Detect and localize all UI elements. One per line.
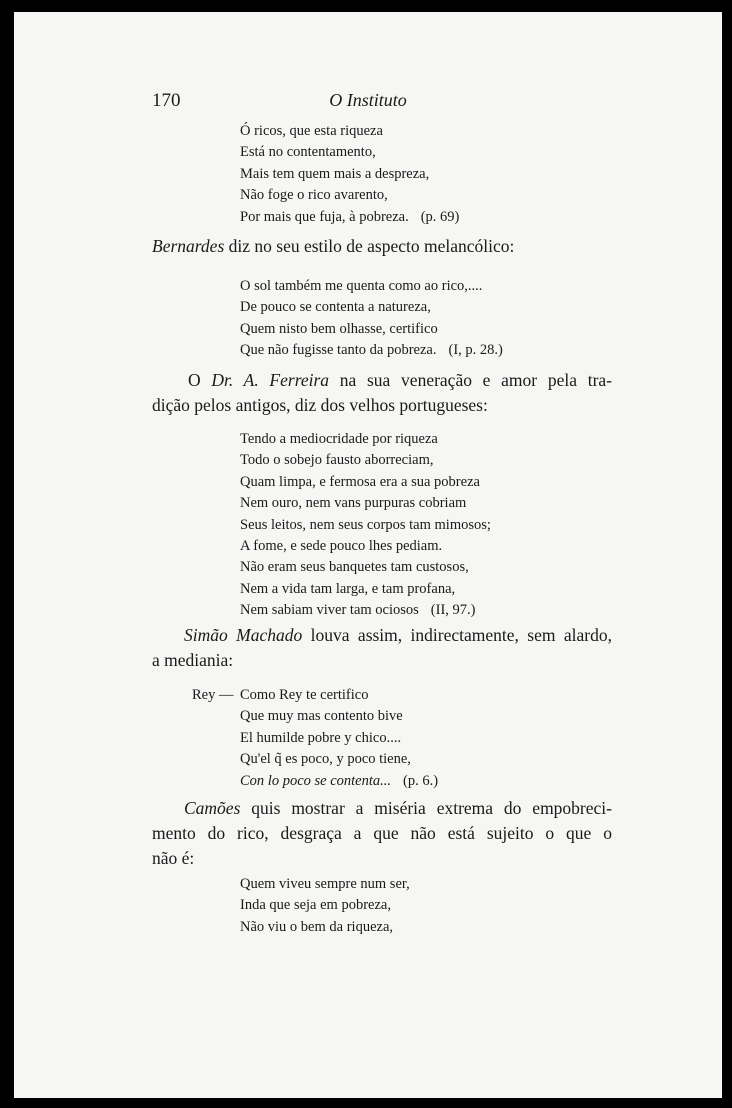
paragraph-text: O bbox=[188, 370, 212, 390]
verse-block-4 bbox=[240, 685, 438, 792]
citation: (p. 69) bbox=[420, 208, 460, 225]
paragraph-text: diz no seu estilo de aspecto melancólico: bbox=[224, 236, 515, 256]
citation: (II, 97.) bbox=[430, 602, 476, 619]
paragraph-2 bbox=[152, 368, 612, 418]
paragraph-1 bbox=[152, 234, 612, 259]
author-name: Dr. A. Ferreira bbox=[211, 370, 330, 390]
author-name: Camões bbox=[184, 798, 241, 818]
verse-block-1 bbox=[240, 121, 459, 228]
verse-line: De pouco se contenta a natureza, bbox=[240, 299, 431, 316]
running-title: O Instituto bbox=[329, 90, 407, 110]
verse-block-3 bbox=[240, 429, 491, 622]
paragraph-text: dição pelos antigos, diz dos velhos portugueses: bbox=[152, 395, 488, 415]
verse-line: Por mais que fuja, à pobreza. bbox=[240, 208, 409, 225]
page bbox=[14, 12, 722, 1098]
verse-line: Quem nisto bem olhasse, certifico bbox=[240, 320, 438, 337]
page-header bbox=[14, 90, 722, 114]
page-number: 170 bbox=[152, 90, 181, 111]
verse-block-2 bbox=[240, 276, 503, 362]
verse-line: Nem sabiam viver tam ociosos bbox=[240, 602, 419, 619]
verse-line: Nem ouro, nem vans purpuras cobriam bbox=[240, 495, 467, 512]
citation: (p. 6.) bbox=[403, 772, 439, 789]
paragraph-text: a mediania: bbox=[152, 650, 234, 670]
paragraph-text: mento do rico, desgraça a que não está sujeito o que o bbox=[152, 823, 612, 843]
verse-line: Ó ricos, que esta riqueza bbox=[240, 123, 383, 139]
verse-line: Não eram seus banquetes tam custosos, bbox=[240, 559, 469, 576]
paragraph-text: não é: bbox=[152, 848, 195, 868]
citation: (I, p. 28.) bbox=[448, 342, 503, 359]
verse-line: Nem a vida tam larga, e tam profana, bbox=[240, 580, 456, 597]
verse-line: Quam limpa, e fermosa era a sua pobreza bbox=[240, 473, 480, 490]
paragraph-text: na sua veneração e amor pela tra- bbox=[329, 370, 612, 390]
verse-line: Como Rey te certifico bbox=[240, 687, 369, 703]
verse-line: Quem viveu sempre num ser, bbox=[240, 876, 410, 892]
verse-block-5 bbox=[240, 874, 410, 938]
verse-line: Que muy mas contento bive bbox=[240, 708, 403, 725]
author-name: Simão Machado bbox=[184, 625, 303, 645]
verse-line: Qu'el q̃ es poco, y poco tiene, bbox=[240, 751, 411, 768]
speaker-label: Rey — bbox=[192, 687, 234, 703]
verse-line: Todo o sobejo fausto aborreciam, bbox=[240, 452, 434, 469]
verse-line: A fome, e sede pouco lhes pediam. bbox=[240, 538, 443, 555]
verse-line: Está no contentamento, bbox=[240, 144, 376, 161]
paragraph-text: louva assim, indirectamente, sem alardo, bbox=[302, 625, 612, 645]
verse-line: Que não fugisse tanto da pobreza. bbox=[240, 342, 437, 359]
paragraph-3 bbox=[152, 623, 612, 673]
verse-line: Mais tem quem mais a despreza, bbox=[240, 165, 430, 182]
paragraph-text: quis mostrar a miséria extrema do empobreci- bbox=[240, 798, 612, 818]
verse-line: Inda que seja em pobreza, bbox=[240, 897, 391, 914]
verse-line: Tendo a mediocridade por riqueza bbox=[240, 431, 438, 447]
verse-line: El humilde pobre y chico.... bbox=[240, 729, 402, 746]
verse-line: Seus leitos, nem seus corpos tam mimosos; bbox=[240, 516, 491, 533]
verse-line: Não viu o bem da riqueza, bbox=[240, 918, 394, 935]
verse-line: Não foge o rico avarento, bbox=[240, 187, 388, 204]
author-name: Bernardes bbox=[152, 236, 225, 256]
verse-line: O sol também me quenta como ao rico,.... bbox=[240, 278, 483, 294]
paragraph-4 bbox=[152, 796, 612, 871]
verse-line: Con lo poco se contenta... bbox=[240, 772, 392, 789]
